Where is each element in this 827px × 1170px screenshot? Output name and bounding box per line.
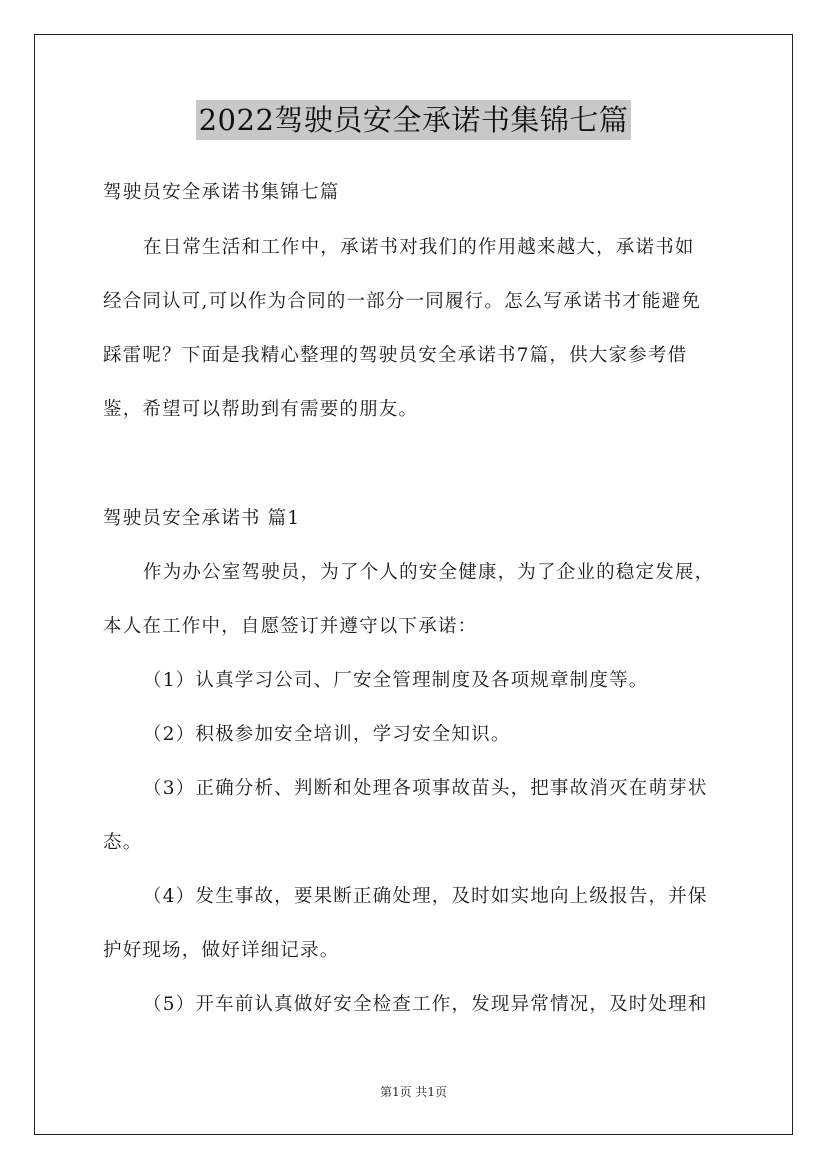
promise-item-5: （5）开车前认真做好安全检查工作，发现异常情况，及时处理和 (143, 994, 708, 1015)
promise-item-1: （1）认真学习公司、厂安全管理制度及各项规章制度等。 (143, 670, 649, 691)
page-footer: 第1页 共1页 (379, 1085, 448, 1099)
intro-line-4: 鉴，希望可以帮助到有需要的朋友。 (103, 399, 419, 420)
body-line-2: 本人在工作中，自愿签订并遵守以下承诺： (103, 616, 478, 637)
promise-item-3: （3）正确分析、判断和处理各项事故苗头，把事故消灭在萌芽状 (143, 778, 708, 799)
intro-line-3: 踩雷呢？下面是我精心整理的驾驶员安全承诺书7篇，供大家参考借 (103, 345, 688, 366)
intro-line-2: 经合同认可,可以作为合同的一部分一同履行。怎么写承诺书才能避免 (103, 291, 702, 312)
intro-line-1: 在日常生活和工作中，承诺书对我们的作用越来越大，承诺书如 (143, 237, 695, 258)
title-container (0, 100, 827, 140)
promise-item-4-cont: 护好现场，做好详细记录。 (103, 940, 340, 961)
promise-item-3-cont: 态。 (103, 832, 143, 853)
document-title: 2022驾驶员安全承诺书集锦七篇 (196, 100, 632, 140)
promise-item-2: （2）积极参加安全培训，学习安全知识。 (143, 724, 511, 745)
section-heading: 驾驶员安全承诺书 篇1 (103, 508, 301, 529)
document-subtitle: 驾驶员安全承诺书集锦七篇 (103, 182, 340, 203)
promise-item-4: （4）发生事故，要果断正确处理，及时如实地向上级报告，并保 (143, 886, 708, 907)
body-line-1: 作为办公室驾驶员，为了个人的安全健康，为了企业的稳定发展， (143, 562, 715, 583)
